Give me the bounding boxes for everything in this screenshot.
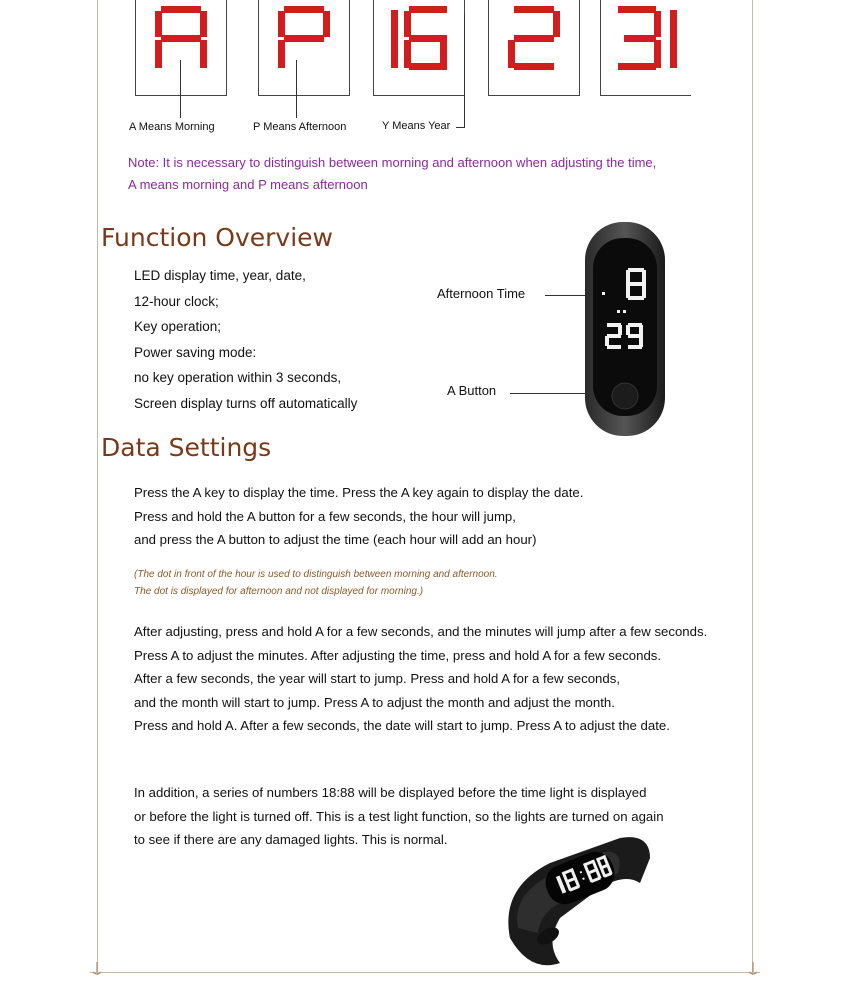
right-border-rule: [752, 0, 753, 975]
settings-paragraph-2: [134, 620, 707, 738]
pointer-line-y-tick: [456, 127, 465, 128]
morning-afternoon-note: [128, 152, 656, 196]
text-line: Press and hold A. After a few seconds, the date will start to jump. Press A to adjust the date.: [134, 718, 670, 733]
led-p-glyph: [278, 6, 330, 70]
dot-indicator-note: [134, 566, 498, 600]
afternoon-time-label: Afternoon Time: [437, 286, 526, 301]
text-line: Press A to adjust the minutes. After adjusting the time, press and hold A for a few seconds.: [134, 647, 662, 663]
watch-band-illustration: [580, 220, 670, 438]
caption-y-year: Y Means Year: [382, 120, 451, 132]
pointer-line-a: [180, 60, 181, 118]
led-2-glyph: [508, 6, 560, 70]
text-line: and press the A button to adjust the time (each hour will add an hour): [134, 532, 537, 547]
text-line: The dot is displayed for afternoon and not displayed for morning.): [134, 586, 424, 597]
text-line: or before the light is turned off. This is a test light function, so the lights are turned on again: [134, 808, 664, 824]
led-31-glyph: [614, 6, 678, 70]
function-overview-heading: Function Overview: [101, 223, 333, 252]
text-line: (The dot in front of the hour is used to distinguish between morning and afternoon.: [134, 569, 498, 580]
watch-button-icon: [612, 383, 638, 409]
settings-paragraph-1: [134, 481, 583, 552]
feature-item: LED display time, year, date,: [134, 268, 306, 283]
text-line: In addition, a series of numbers 18:88 will be displayed before the time light is displayed: [134, 785, 647, 800]
feature-item: no key operation within 3 seconds,: [134, 370, 342, 385]
text-line: After a few seconds, the year will start to jump. Press and hold A for a few seconds,: [134, 671, 620, 686]
text-line: After adjusting, press and hold A for a few seconds, and the minutes will jump after a few seconds.: [134, 624, 708, 639]
a-button-label: A Button: [447, 383, 497, 398]
text-line: Press the A key to display the time. Press the A key again to display the date.: [134, 485, 584, 500]
feature-item: 12-hour clock;: [134, 293, 219, 309]
led-digit-31: [600, 0, 691, 96]
angled-watch-band-illustration: [490, 828, 660, 978]
led-16-glyph: [389, 6, 449, 70]
left-border-rule: [97, 0, 98, 975]
data-settings-heading: Data Settings: [101, 433, 272, 462]
feature-item: Power saving mode:: [134, 344, 257, 360]
led-a-glyph: [155, 6, 207, 70]
feature-item: Key operation;: [134, 319, 222, 334]
led-digit-p: [258, 0, 350, 96]
left-ornament-icon: [92, 962, 102, 976]
led-digit-a: [135, 0, 227, 96]
text-line: Press and hold the A button for a few seconds, the hour will jump,: [134, 508, 516, 524]
right-ornament-icon: [748, 962, 758, 976]
led-digit-16: [373, 0, 465, 96]
feature-list: [134, 263, 357, 416]
caption-a-morning: A Means Morning: [129, 121, 215, 133]
feature-item: Screen display turns off automatically: [134, 395, 358, 411]
pointer-line-y: [464, 15, 465, 127]
note-line-1: Note: It is necessary to distinguish between morning and afternoon when adjusting the time,: [128, 155, 657, 170]
caption-p-afternoon: P Means Afternoon: [253, 121, 347, 133]
note-line-2: A means morning and P means afternoon: [128, 177, 368, 192]
text-line: and the month will start to jump. Press A to adjust the month and adjust the month.: [134, 694, 615, 710]
led-digit-2: [488, 0, 580, 96]
text-line: to see if there are any damaged lights. This is normal.: [134, 832, 448, 847]
pointer-line-p: [296, 60, 297, 118]
